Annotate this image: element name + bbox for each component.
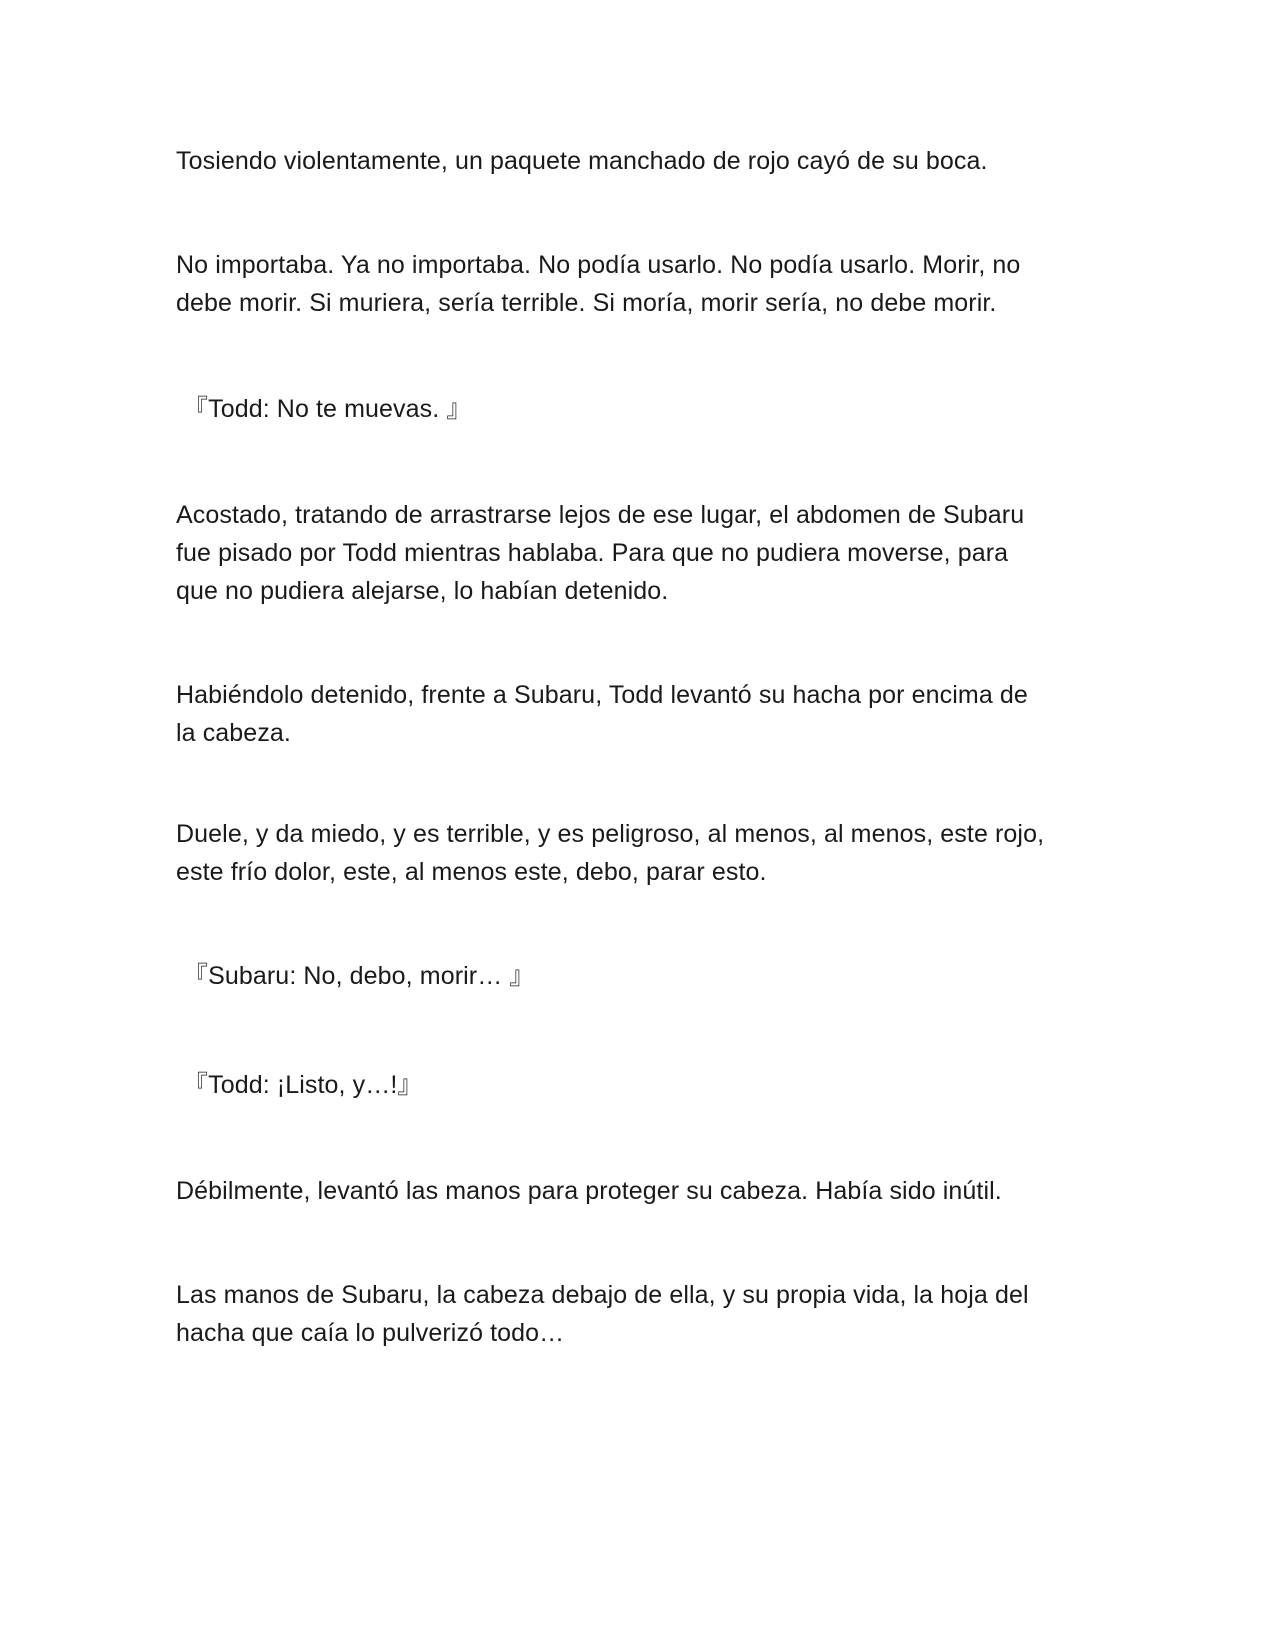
paragraph-line: la cabeza. — [176, 719, 291, 747]
paragraph-line: debe morir. Si muriera, sería terrible. Si moría, morir sería, no debe morir. — [176, 289, 997, 317]
paragraph-7 — [176, 1276, 1096, 1352]
paragraph-5 — [176, 815, 1096, 891]
paragraph-line: fue pisado por Todd mientras hablaba. Para que no pudiera moverse, para — [176, 539, 1009, 567]
paragraph-6 — [176, 1172, 1096, 1210]
paragraph-line: Acostado, tratando de arrastrarse lejos de ese lugar, el abdomen de Subaru — [176, 501, 1025, 529]
paragraph-line: que no pudiera alejarse, lo habían detenido. — [176, 577, 669, 605]
paragraph-4 — [176, 676, 1096, 752]
dialogue-todd-2 — [183, 1066, 1103, 1104]
paragraph-line: Las manos de Subaru, la cabeza debajo de ella, y su propia vida, la hoja del — [176, 1281, 1029, 1309]
paragraph-line: este frío dolor, este, al menos este, debo, parar esto. — [176, 858, 767, 886]
dialogue-subaru — [183, 957, 1103, 995]
paragraph-1 — [176, 142, 1096, 180]
dialogue-todd-1 — [183, 390, 1103, 428]
paragraph-3 — [176, 496, 1096, 610]
dialogue-line: 『Subaru: No, debo, morir… 』 — [183, 962, 535, 990]
paragraph-line: hacha que caía lo pulverizó todo… — [176, 1319, 565, 1347]
paragraph-2 — [176, 246, 1096, 322]
dialogue-line: 『Todd: No te muevas. 』 — [183, 395, 472, 423]
paragraph-line: Débilmente, levantó las manos para proteger su cabeza. Había sido inútil. — [176, 1177, 1002, 1205]
paragraph-line: Habiéndolo detenido, frente a Subaru, Todd levantó su hacha por encima de — [176, 681, 1028, 709]
paragraph-line: Duele, y da miedo, y es terrible, y es peligroso, al menos, al menos, este rojo, — [176, 820, 1045, 848]
paragraph-line: Tosiendo violentamente, un paquete manchado de rojo cayó de su boca. — [176, 147, 988, 175]
paragraph-line: No importaba. Ya no importaba. No podía usarlo. No podía usarlo. Morir, no — [176, 251, 1021, 279]
dialogue-line: 『Todd: ¡Listo, y…!』 — [183, 1071, 423, 1099]
